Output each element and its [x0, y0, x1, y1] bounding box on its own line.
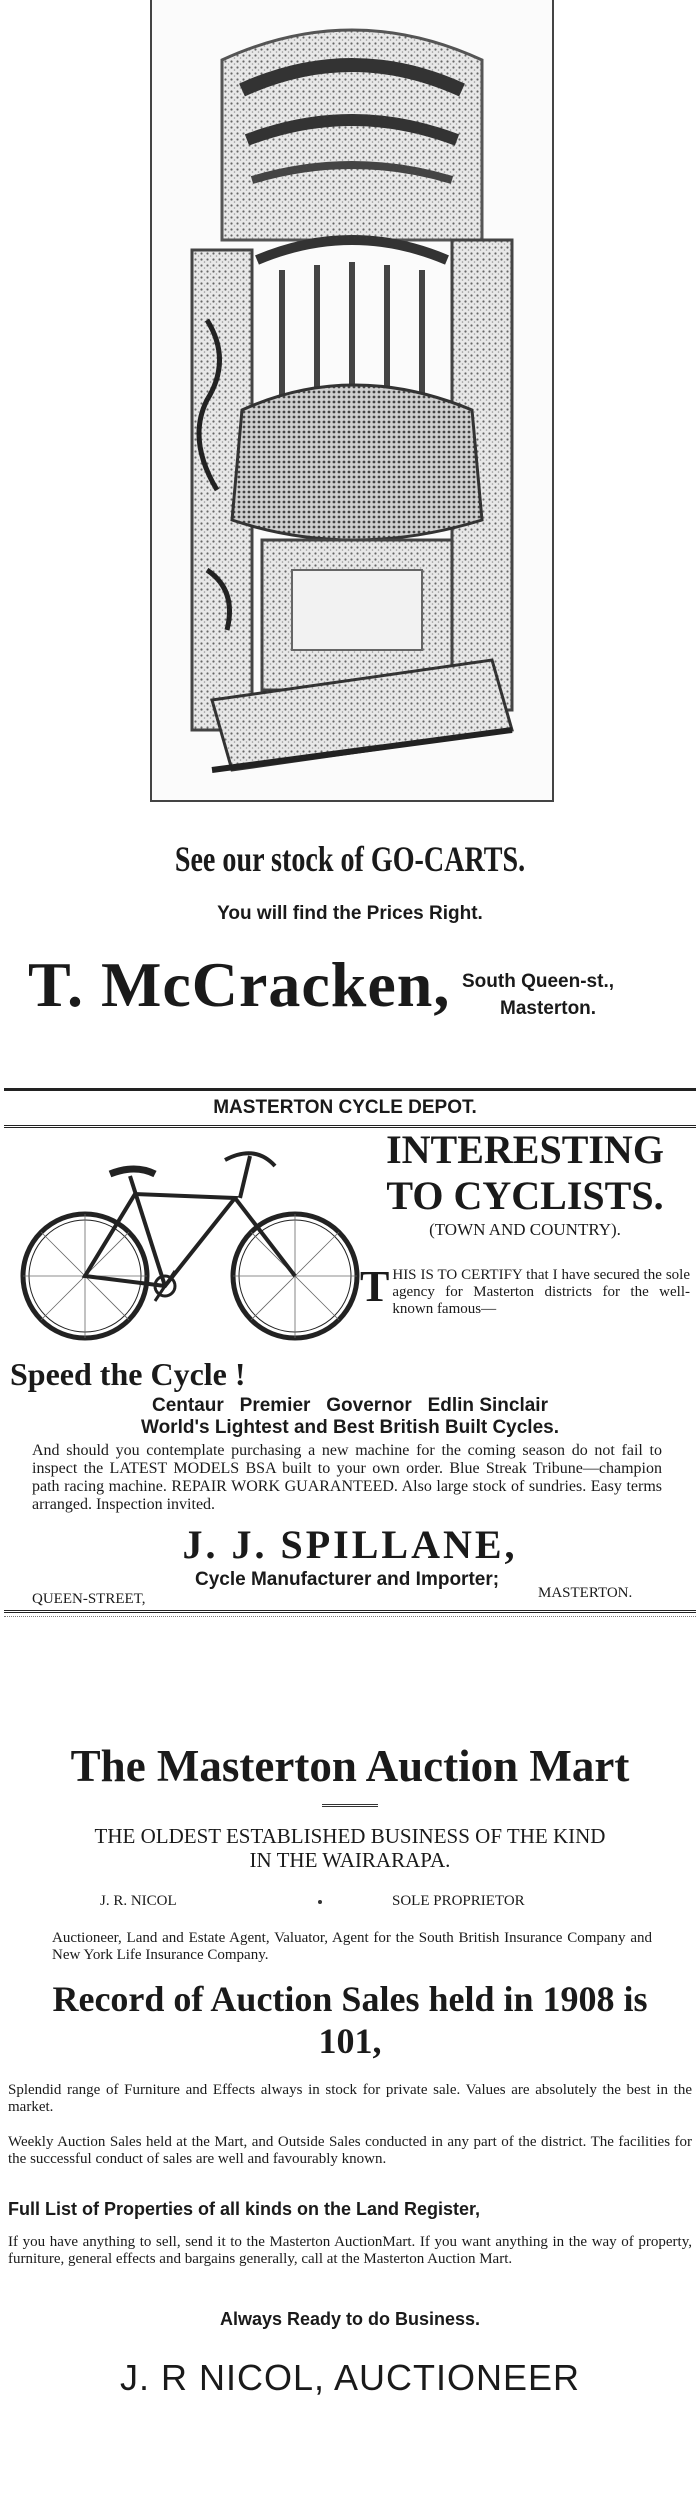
cycle-street: QUEEN-STREET,	[32, 1591, 146, 1607]
auction-mart-name: The Masterton Auction Mart	[70, 1741, 630, 1791]
cycle-body-text: And should you contemplate purchasing a new machine for the coming season do not fail to inspect the LATEST MODELS BSA built to your own order. Blue Streak Tribune—champion path racing machine. REPAIR WORK GUARANTEED. Also large stock of sundries. Easy terms arranged. Inspection invited.	[32, 1442, 662, 1513]
cycle-certify-block	[360, 1262, 690, 1318]
cycle-proprietor-title: Cycle Manufacturer and Importer;	[195, 1569, 500, 1590]
drop-cap: T	[360, 1262, 390, 1311]
auction-para-1: Splendid range of Furniture and Effects always in stock for private sale. Values are absolutely the best in the market.	[8, 2082, 692, 2115]
auction-para-3: If you have anything to sell, send it to the Masterton AuctionMart. If you want anything in the way of property, furniture, general effects and bargains generally, call at the Masterton Auction Mart.	[8, 2234, 692, 2267]
divider-1	[4, 1088, 696, 1091]
gocart-subline: You will find the Prices Right.	[217, 903, 483, 924]
cycle-headline-2: TO CYCLISTS.	[386, 1173, 664, 1218]
cycle-depot-heading: MASTERTON CYCLE DEPOT.	[213, 1097, 477, 1118]
cycle-brands-tagline: World's Lightest and Best British Built Cycles.	[140, 1417, 559, 1438]
auction-para-2: Weekly Auction Sales held at the Mart, and Outside Sales conducted in any part of the district. The facilities for the successful conduct of sales are well and favourably known.	[8, 2134, 692, 2167]
divider-2	[4, 1616, 696, 1617]
cycle-slogan: Speed the Cycle !	[10, 1356, 246, 1392]
auction-services: Auctioneer, Land and Estate Agent, Valuator, Agent for the South British Insurance Company and New York Life Insurance Company.	[52, 1930, 652, 1963]
gocart-advertisement	[0, 0, 700, 1085]
auction-record-line1: Record of Auction Sales held in 1908 is	[52, 1979, 648, 2019]
cycle-certify-text: HIS IS TO CERTIFY that I have secured the sole agency for Masterton districts for the well-known famous—	[392, 1267, 690, 1317]
gocart-illustration	[150, 0, 554, 802]
cycle-town: MASTERTON.	[538, 1585, 633, 1601]
auction-tagline-2: IN THE WAIRARAPA.	[249, 1848, 451, 1872]
auction-ready: Always Ready to do Business.	[219, 2309, 481, 2329]
owner-separator	[318, 1900, 322, 1904]
merchant-address-line1: South Queen-st.,	[462, 971, 614, 992]
gocart-drawing	[152, 0, 552, 800]
auction-role: SOLE PROPRIETOR	[392, 1893, 525, 1909]
cycle-proprietor: J. J. SPILLANE,	[182, 1522, 518, 1567]
merchant-name: T. McCracken,	[28, 949, 451, 1020]
auction-tagline-1: THE OLDEST ESTABLISHED BUSINESS OF THE KIND	[94, 1824, 606, 1848]
auction-owner: J. R. NICOL	[100, 1893, 177, 1909]
auction-signature: J. R NICOL, AUCTIONEER	[119, 2357, 581, 2398]
ornament-rule	[322, 1804, 378, 1807]
cycle-subhead: (TOWN AND COUNTRY).	[429, 1220, 621, 1239]
merchant-address-line2: Masterton.	[500, 998, 597, 1019]
cycle-headline-1: INTERESTING	[386, 1127, 664, 1172]
bicycle-illustration	[10, 1136, 370, 1346]
cycle-advertisement	[0, 1092, 700, 1712]
cycle-brands: Centaur Premier Governor Edlin Sinclair	[152, 1395, 548, 1416]
auction-full-list: Full List of Properties of all kinds on the Land Register,	[8, 2199, 481, 2219]
auction-record-line2: 101,	[318, 2021, 382, 2061]
auction-advertisement	[0, 1620, 700, 2494]
gocart-headline: See our stock of GO-CARTS.	[174, 839, 526, 879]
cycle-bottom-border	[4, 1610, 696, 1613]
